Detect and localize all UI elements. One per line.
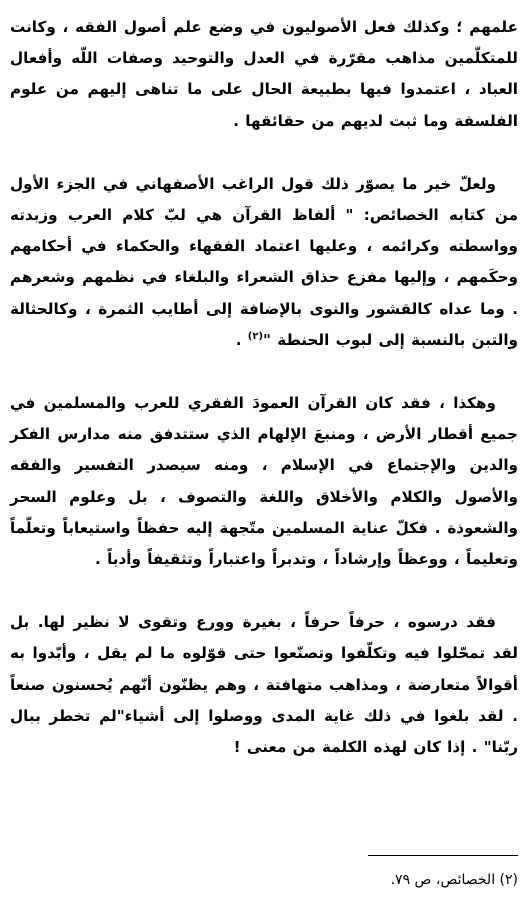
footnote-reference[interactable]: (٢) [247, 330, 264, 342]
paragraph-4-text: فقد درسوه ، حرفاً حرفاً ، بغيرة وورع وتقوى لا نظير لها. بل لقد تمحّلوا فيه وتكلّفوا وتصنّعوا حتى قوّلوه ما لم يقل ، وأبّدوا به أقوالاً متعارضة ، ومذاهب متهافتة ، وهم يظنّون أنّهم يُحسنون صنعاً . لقد بلغوا في ذلك غاية المدى ووصلوا إلى أشياء"لم تخطر ببال ربّنا" . إذا كان لهذه الكلمة من معنى ! [10, 613, 518, 757]
paragraph-3 [10, 388, 518, 575]
paragraph-1-text: علمهم ؛ وكذلك فعل الأصوليون في وضع علم أصول الفقه ، وكانت للمتكلّمين مذاهب مقرّرة في العدل والتوحيد وصفات اللّه وأفعال العباد ، اعتمدوا فيها بطبيعة الحال على ما تناهى إليهم من علوم الفلسفة وما ثبت لديهم من حقائقها . [10, 18, 518, 130]
paragraph-3-text: وهكذا ، فقد كان القرآن العمودَ الفقري للعرب والمسلمين في جميع أقطار الأرض ، ومنبعَ الإلهام الذي ستتدفق منه مدارس الفكر والدين والإجتماع في الإسلام ، ومنه سيصدر التفسير والفقه والأصول والكلام والأخلاق واللغة والتصوف ، بل وعلوم السحر والشعوذة . فكلّ عناية المسلمين متّجهة إليه حفظاً واستيعاباً وتعلّماً وتعليماً ، ووعظاً وإرشاداً ، وتدبراً واعتباراً وتثقيفاً وأدباً . [10, 394, 518, 569]
paragraph-2-period: . [235, 330, 248, 349]
paragraph-2 [10, 169, 518, 356]
footnote-separator [368, 855, 518, 856]
paragraph-2-text: ولعلّ خير ما يصوّر ذلك قول الراغب الأصفهاني في الجزء الأول من كتابه الخصائص: " ألفاظ القرآن هي لبّ كلام العرب وزبدته وواسطته وكرائمه ، وعليها اعتماد الفقهاء والحكماء في أحكامهم وحكَمهم ، وإليها مفزع حذاق الشعراء والبلغاء في نظمهم وشعرهم . وما عداه كالقشور والنوى بالإضافة إلى أطايب الثمرة ، وكالحثالة والتبن بالنسبة إلى لبوب الحنطة " [10, 174, 518, 349]
paragraph-4 [10, 607, 518, 763]
paragraph-1 [10, 12, 518, 137]
footnote-text: (٢) الخصائص، ص ٧٩. [390, 872, 518, 888]
footnote [391, 870, 518, 890]
